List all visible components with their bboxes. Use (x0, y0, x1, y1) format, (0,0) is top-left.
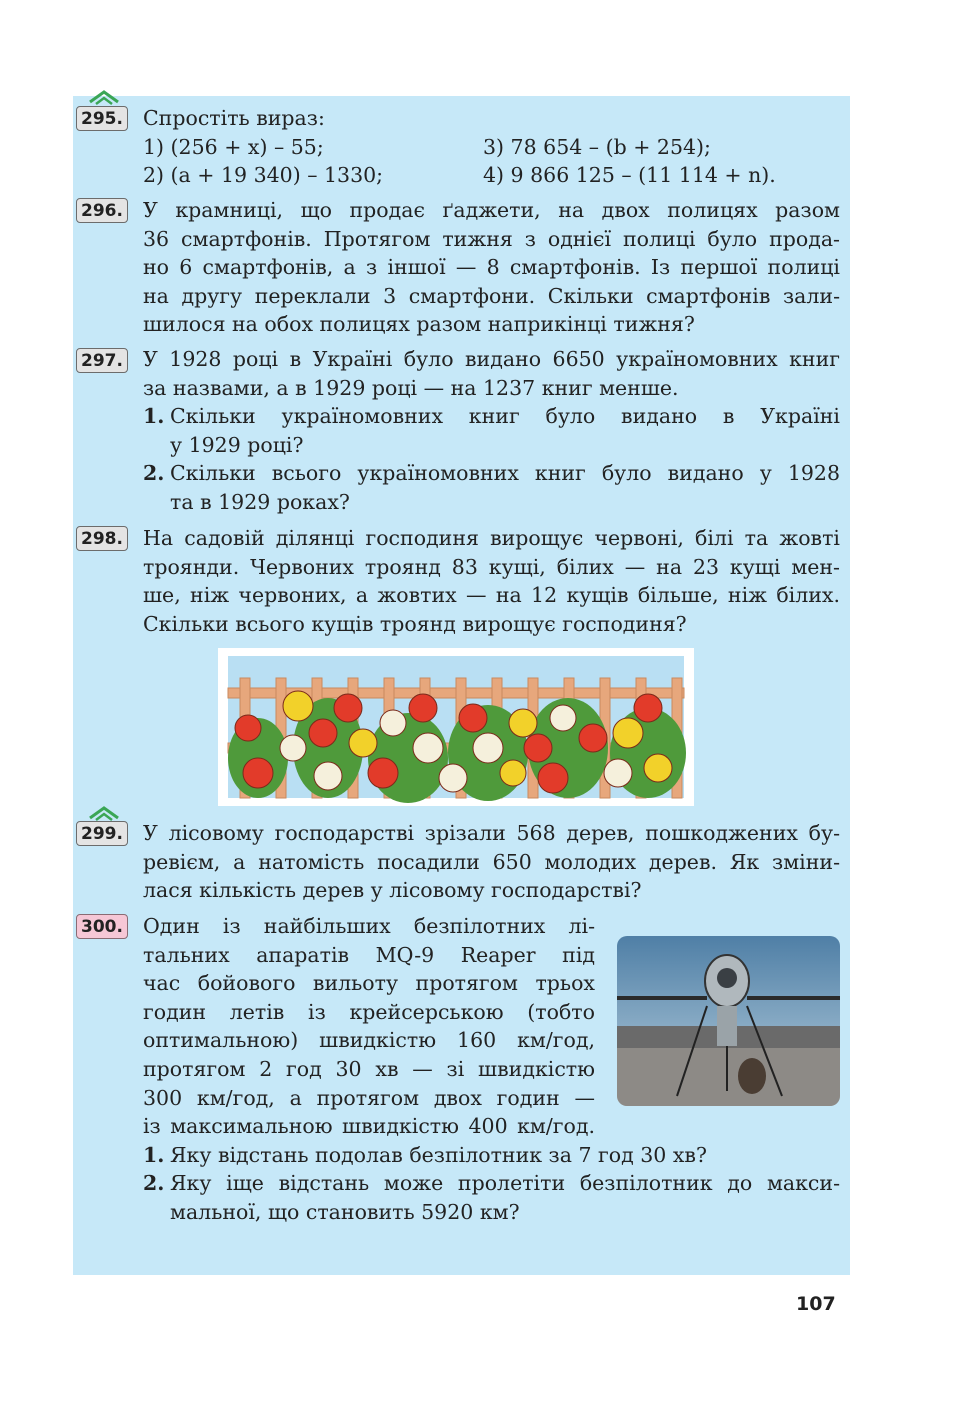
expression: 3) 78 654 – (b + 254); (483, 134, 711, 159)
task-text-line: шилося на обох полицях разом наприкінці тижня? (143, 312, 695, 337)
question-line: Скільки україномовних книг було видано в Україні (170, 404, 840, 429)
task-number: 298. (76, 526, 128, 551)
task-number-highlighted: 300. (76, 914, 128, 939)
question-label: 2. (143, 1171, 165, 1196)
roses-illustration (218, 648, 694, 806)
task-text-line: тальних апаратів MQ-9 Reaper під (143, 942, 595, 967)
task-text-line: на другу переклали 3 смартфони. Скільки смартфонів зали- (143, 283, 840, 308)
task-text-line: час бойового вильоту протягом трьох (143, 971, 595, 996)
question-line: Скільки всього україномовних книг було видано у 1928 (170, 461, 840, 486)
question-1 (143, 1141, 840, 1170)
question-line: Яку іще відстань може пролетіти безпілотник до макси- (170, 1171, 840, 1196)
rose-garden-image (218, 648, 694, 806)
home-task-icon (88, 805, 120, 821)
question-label: 1. (143, 1142, 165, 1167)
task-text-line: 36 смартфонів. Протягом тижня з однієї полиці було прода- (143, 226, 840, 251)
question-line: мальної, що становить 5920 км? (170, 1199, 520, 1224)
task-text-line: 300 км/год, а протягом двох годин — (143, 1085, 595, 1110)
page-number: 107 (796, 1293, 836, 1315)
question-2 (143, 459, 840, 516)
question-2 (143, 1169, 840, 1226)
task-text-line: із максимальною швидкістю 400 км/год. (143, 1114, 595, 1139)
task-text-line: лася кількість дерев у лісовому господарстві? (143, 878, 642, 903)
task-text-line: протягом 2 год 30 хв — зі швидкістю (143, 1056, 595, 1081)
task-text-line: за назвами, а в 1929 році — на 1237 книг менше. (143, 375, 679, 400)
task-text-line: У 1928 році в Україні було видано 6650 україномовних книг (143, 347, 840, 371)
task-text-line: годин летів із крейсерською (тобто (143, 999, 595, 1024)
task-number: 297. (76, 348, 128, 373)
task-number: 296. (76, 198, 128, 223)
task-text-line: Один із найбільших безпілотних лі- (143, 914, 595, 938)
task-text-line: ревієм, а натомість посадили 650 молодих дерев. Як зміни- (143, 849, 840, 874)
task-text-line: троянди. Червоних троянд 83 кущі, білих — на 23 кущі мен- (143, 554, 840, 579)
question-label: 1. (143, 404, 165, 429)
mq9-reaper-image (617, 936, 840, 1106)
task-text-line: У крамниці, що продає ґаджети, на двох полицях разом (143, 198, 840, 222)
expression: 1) (256 + x) – 55; (143, 134, 324, 159)
drone-photo (617, 936, 840, 1106)
task-text-line: оптимальною) швидкістю 160 км/год, (143, 1028, 595, 1053)
question-label: 2. (143, 461, 165, 486)
home-task-icon (88, 89, 120, 105)
task-text-line: На садовій ділянці господиня вирощує червоні, білі та жовті (143, 526, 840, 550)
question-line: Яку відстань подолав безпілотник за 7 год 30 хв? (170, 1142, 707, 1167)
task-text-line: ше, ніж червоних, а жовтих — на 12 кущів більше, ніж білих. (143, 583, 840, 608)
question-1 (143, 402, 840, 459)
question-line: та в 1929 роках? (170, 489, 350, 514)
task-number: 299. (76, 821, 128, 846)
task-text-line: У лісовому господарстві зрізали 568 дерев, пошкоджених бу- (143, 821, 840, 845)
expression: 4) 9 866 125 – (11 114 + n). (483, 163, 776, 188)
task-number: 295. (76, 106, 128, 131)
question-line: у 1929 році? (170, 432, 304, 457)
task-text-line: Скільки всього кущів троянд вирощує господиня? (143, 611, 687, 636)
expression: 2) (a + 19 340) – 1330; (143, 163, 384, 188)
task-text-line: но 6 смартфонів, а з іншої — 8 смартфонів. Із першої полиці (143, 255, 840, 280)
task-intro: Спростіть вираз: (143, 106, 325, 130)
